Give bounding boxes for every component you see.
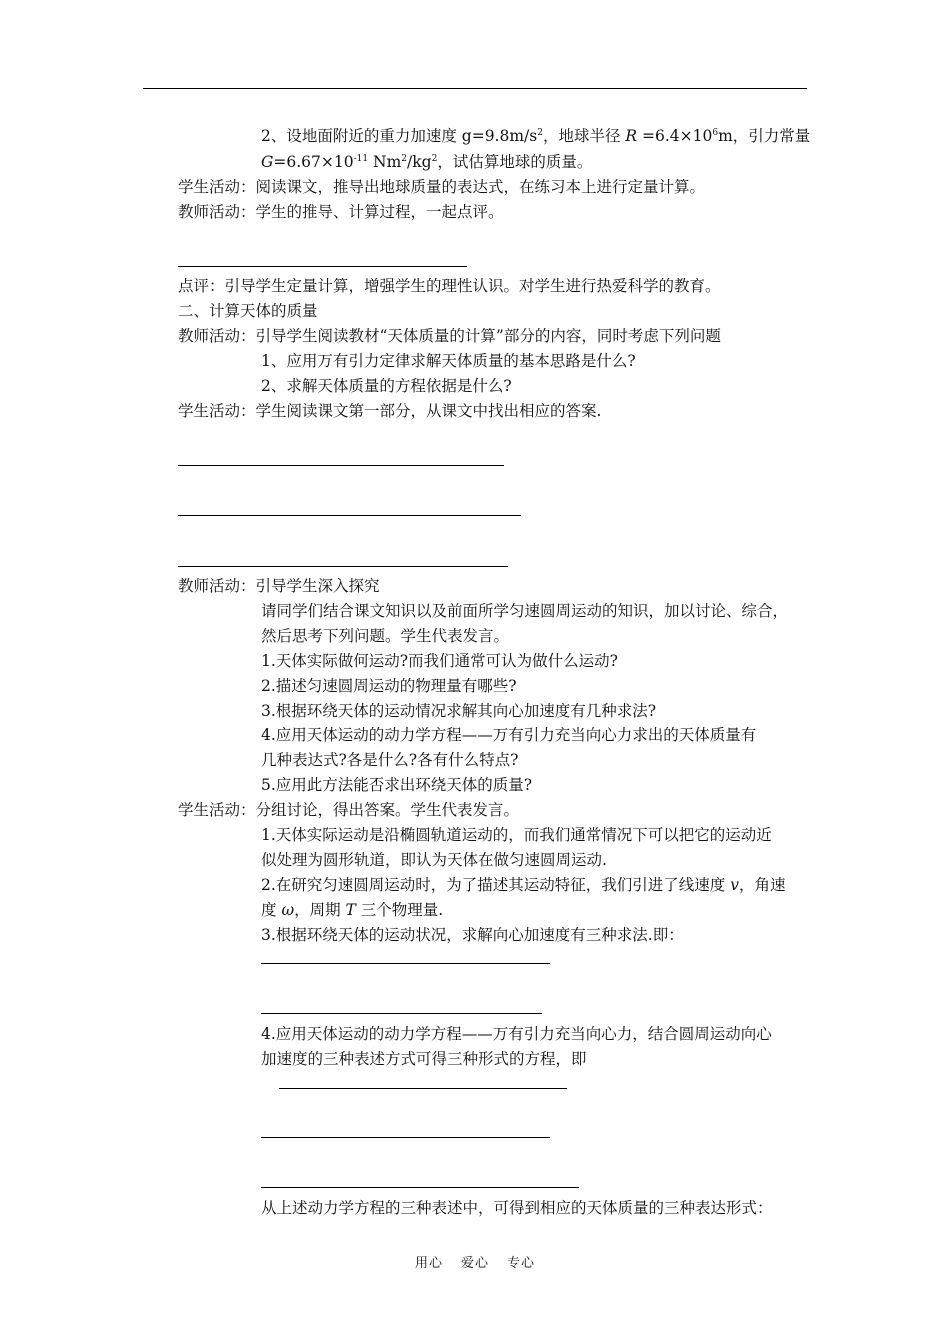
closing-text: 从上述动力学方程的三种表述中，可得到相应的天体质量的三种表达形式： — [261, 1199, 773, 1217]
teacher-activity-3: 教师活动：引导学生深入探究 — [178, 577, 380, 595]
footer-word: 专心 — [507, 1256, 536, 1271]
comment-text: 点评：引导学生定量计算，增强学生的理性认识。对学生进行热爱科学的教育。 — [178, 277, 721, 295]
discussion-question-4-line-2: 几种表达式?各是什么?各有什么特点? — [261, 751, 519, 769]
discussion-question-1: 1.天体实际做何运动?而我们通常可认为做什么运动? — [261, 652, 618, 670]
q2-sup: 2 — [401, 153, 408, 164]
q2-text: ，试估算地球的质量。 — [437, 153, 593, 171]
answer-text: 2.在研究匀速圆周运动时，为了描述其运动特征，我们引进了线速度 — [261, 876, 731, 894]
question-2-line-2 — [261, 151, 592, 173]
teacher-question-1: 1、应用万有引力定律求解天体质量的基本思路是什么? — [261, 352, 636, 370]
discussion-question-2: 2.描述匀速圆周运动的物理量有哪些? — [261, 677, 517, 695]
var-v: v — [730, 876, 739, 894]
answer-text: 度 — [261, 901, 282, 919]
discussion-question-5: 5.应用此方法能否求出环绕天体的质量? — [261, 776, 533, 794]
answer-text: ，周期 — [294, 901, 346, 919]
teacher-activity-2: 教师活动：引导学生阅读教材“天体质量的计算”部分的内容，同时考虑下列问题 — [178, 327, 721, 345]
var-omega: ω — [281, 901, 295, 919]
footer-word: 爱心 — [460, 1256, 489, 1271]
student-activity-2: 学生活动：学生阅读课文第一部分，从课文中找出相应的答案. — [178, 402, 602, 420]
answer-blank — [279, 1088, 567, 1089]
answer-blank — [178, 465, 504, 466]
student-activity-1: 学生活动：阅读课文，推导出地球质量的表达式，在练习本上进行定量计算。 — [178, 178, 706, 196]
answer-blank — [178, 266, 467, 267]
student-activity-3: 学生活动：分组讨论，得出答案。学生代表发言。 — [178, 801, 520, 819]
answer-2-line-1 — [261, 874, 786, 896]
q2-sup: 2 — [537, 127, 543, 138]
teacher-question-2: 2、求解天体质量的方程依据是什么? — [261, 377, 512, 395]
answer-blank — [178, 515, 521, 516]
q2-var-R: R — [625, 127, 638, 145]
page-footer — [0, 1252, 950, 1271]
answer-2-line-2 — [261, 899, 443, 921]
discussion-question-4-line-1: 4.应用天体运动的动力学方程——万有引力充当向心力求出的天体质量有 — [261, 726, 757, 744]
answer-1-line-1: 1.天体实际运动是沿椭圆轨道运动的，而我们通常情况下可以把它的运动近 — [261, 826, 772, 844]
var-T: T — [345, 901, 356, 919]
q2-var-G: G — [261, 153, 274, 171]
answer-text: 三个物理量. — [355, 901, 444, 919]
answer-blank — [261, 963, 550, 964]
teacher-instruction-line-2: 然后思考下列问题。学生代表发言。 — [261, 627, 510, 645]
q2-text: 2、设地面附近的重力加速度 g=9.8m/s — [261, 127, 538, 145]
answer-text: ，角速 — [738, 876, 786, 894]
q2-text: Nm — [368, 153, 402, 171]
answer-3: 3.根据环绕天体的运动状况，求解向心加速度有三种求法.即： — [261, 926, 684, 944]
answer-blank — [178, 566, 508, 567]
question-2-line-1 — [261, 125, 810, 147]
footer-word: 用心 — [414, 1256, 443, 1271]
header-rule — [143, 88, 807, 89]
answer-blank — [261, 1013, 542, 1014]
q2-text: /kg — [407, 153, 432, 171]
q2-text: ，地球半径 — [542, 127, 626, 145]
answer-4-line-2: 加速度的三种表述方式可得三种形式的方程，即 — [261, 1050, 587, 1068]
q2-text: m，引力常量 — [718, 127, 811, 145]
teacher-instruction-line-1: 请同学们结合课文知识以及前面所学匀速圆周运动的知识，加以讨论、综合， — [261, 602, 789, 620]
q2-sup: 6 — [712, 127, 719, 138]
q2-sup: -11 — [353, 153, 369, 164]
discussion-question-3: 3.根据环绕天体的运动情况求解其向心加速度有几种求法? — [261, 702, 657, 720]
section-heading: 二、计算天体的质量 — [178, 302, 318, 320]
answer-blank — [261, 1137, 550, 1138]
teacher-activity-1: 教师活动：学生的推导、计算过程，一起点评。 — [178, 203, 504, 221]
answer-blank — [261, 1187, 579, 1188]
q2-text: =6.67×10 — [273, 153, 354, 171]
q2-text: =6.4×10 — [637, 127, 713, 145]
answer-1-line-2: 似处理为圆形轨道，即认为天体在做匀速圆周运动. — [261, 851, 607, 869]
answer-4-line-1: 4.应用天体运动的动力学方程——万有引力充当向心力，结合圆周运动向心 — [261, 1025, 772, 1043]
q2-sup: 2 — [431, 153, 438, 164]
